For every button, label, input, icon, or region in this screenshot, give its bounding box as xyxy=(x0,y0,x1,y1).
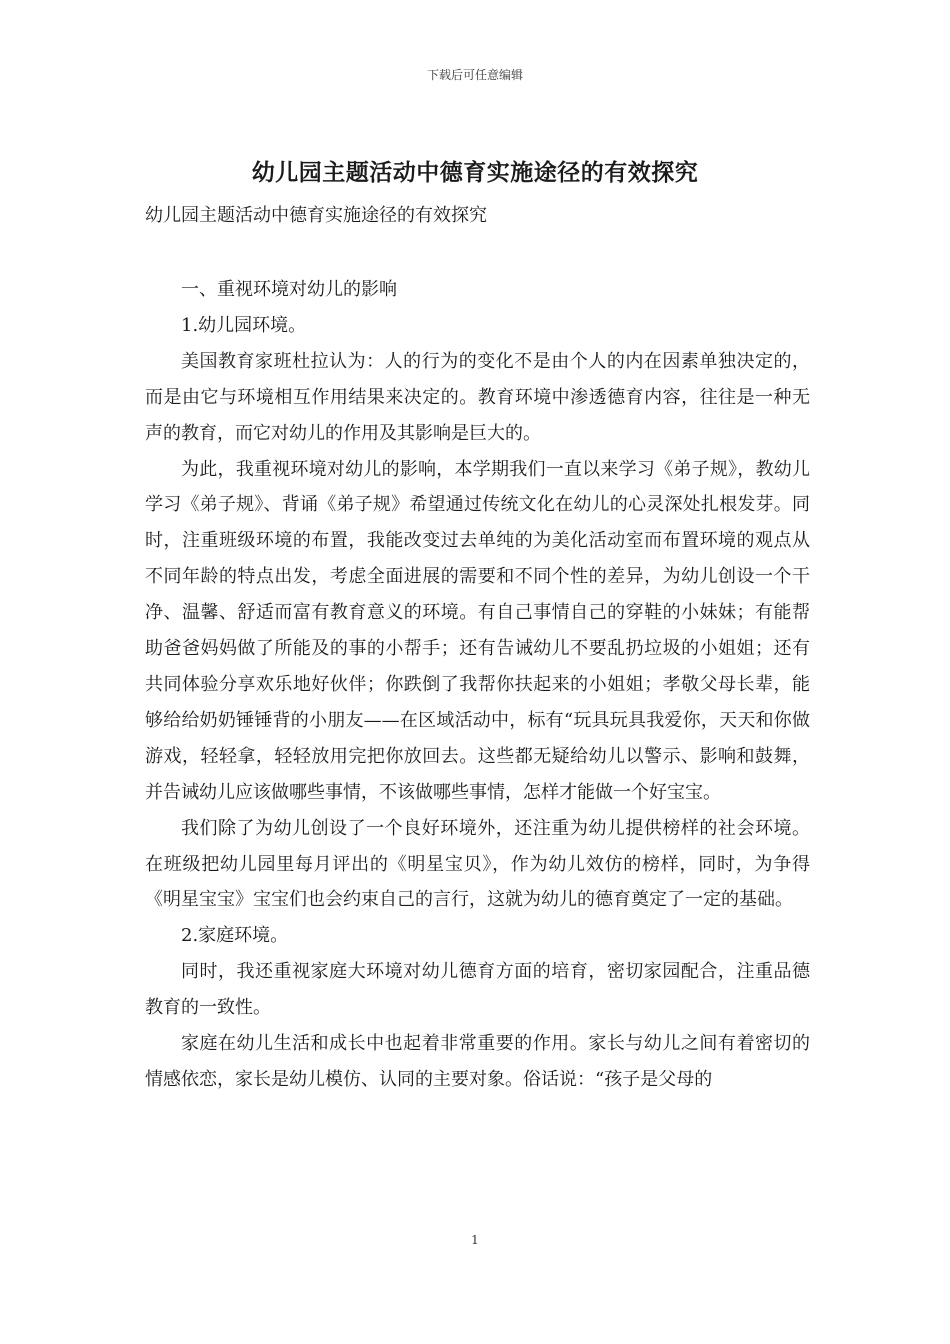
document-body xyxy=(145,272,810,1098)
paragraph: 为此，我重视环境对幼儿的影响，本学期我们一直以来学习《弟子规》，教幼儿学习《弟子规》、背诵《弟子规》希望通过传统文化在幼儿的心灵深处扎根发芽。同时，注重班级环境的布置，我能改变过去单纯的为美化活动室而布置环境的观点从不同年龄的特点出发，考虑全面进展的需要和不同个性的差异，为幼儿创设一个干净、温馨、舒适而富有教育意义的环境。有自己事情自己的穿鞋的小妹妹；有能帮助爸爸妈妈做了所能及的事的小帮手；还有告诫幼儿不要乱扔垃圾的小姐姐；还有共同体验分享欢乐地好伙伴；你跌倒了我帮你扶起来的小姐姐；孝敬父母长辈，能够给给奶奶锤锤背的小朋友——在区域活动中，标有“玩具玩具我爱你，天天和你做游戏，轻轻拿，轻轻放用完把你放回去。这些都无疑给幼儿以警示、影响和鼓舞，并告诫幼儿应该做哪些事情，不该做哪些事情，怎样才能做一个好宝宝。 xyxy=(145,458,810,803)
subsection-heading: 1.幼儿园环境。 xyxy=(181,314,307,336)
subsection-heading: 2.家庭环境。 xyxy=(181,925,289,947)
page-number: 1 xyxy=(471,1233,479,1247)
paragraph: 美国教育家班杜拉认为：人的行为的变化不是由个人的内在因素单独决定的，而是由它与环境相互作用结果来决定的。教育环境中渗透德育内容，往往是一种无声的教育，而它对幼儿的作用及其影响是巨大的。 xyxy=(145,350,810,444)
paragraph: 同时，我还重视家庭大环境对幼儿德育方面的培育，密切家园配合，注重品德教育的一致性。 xyxy=(145,961,810,1019)
section-heading: 一、重视环境对幼儿的影响 xyxy=(181,279,397,300)
paragraph: 家庭在幼儿生活和成长中也起着非常重要的作用。家长与幼儿之间有着密切的情感依恋，家长是幼儿模仿、认同的主要对象。俗话说：“孩子是父母的 xyxy=(145,1033,810,1090)
paragraph: 我们除了为幼儿创设了一个良好环境外，还注重为幼儿提供榜样的社会环境。在班级把幼儿园里每月评出的《明星宝贝》，作为幼儿效仿的榜样，同时，为争得《明星宝宝》宝宝们也会约束自己的言行，这就为幼儿的德育奠定了一定的基础。 xyxy=(145,817,810,911)
document-title: 幼儿园主题活动中德育实施途径的有效探究 xyxy=(251,159,699,186)
header-note: 下载后可任意编辑 xyxy=(426,68,523,82)
document-subtitle: 幼儿园主题活动中德育实施途径的有效探究 xyxy=(145,205,487,226)
